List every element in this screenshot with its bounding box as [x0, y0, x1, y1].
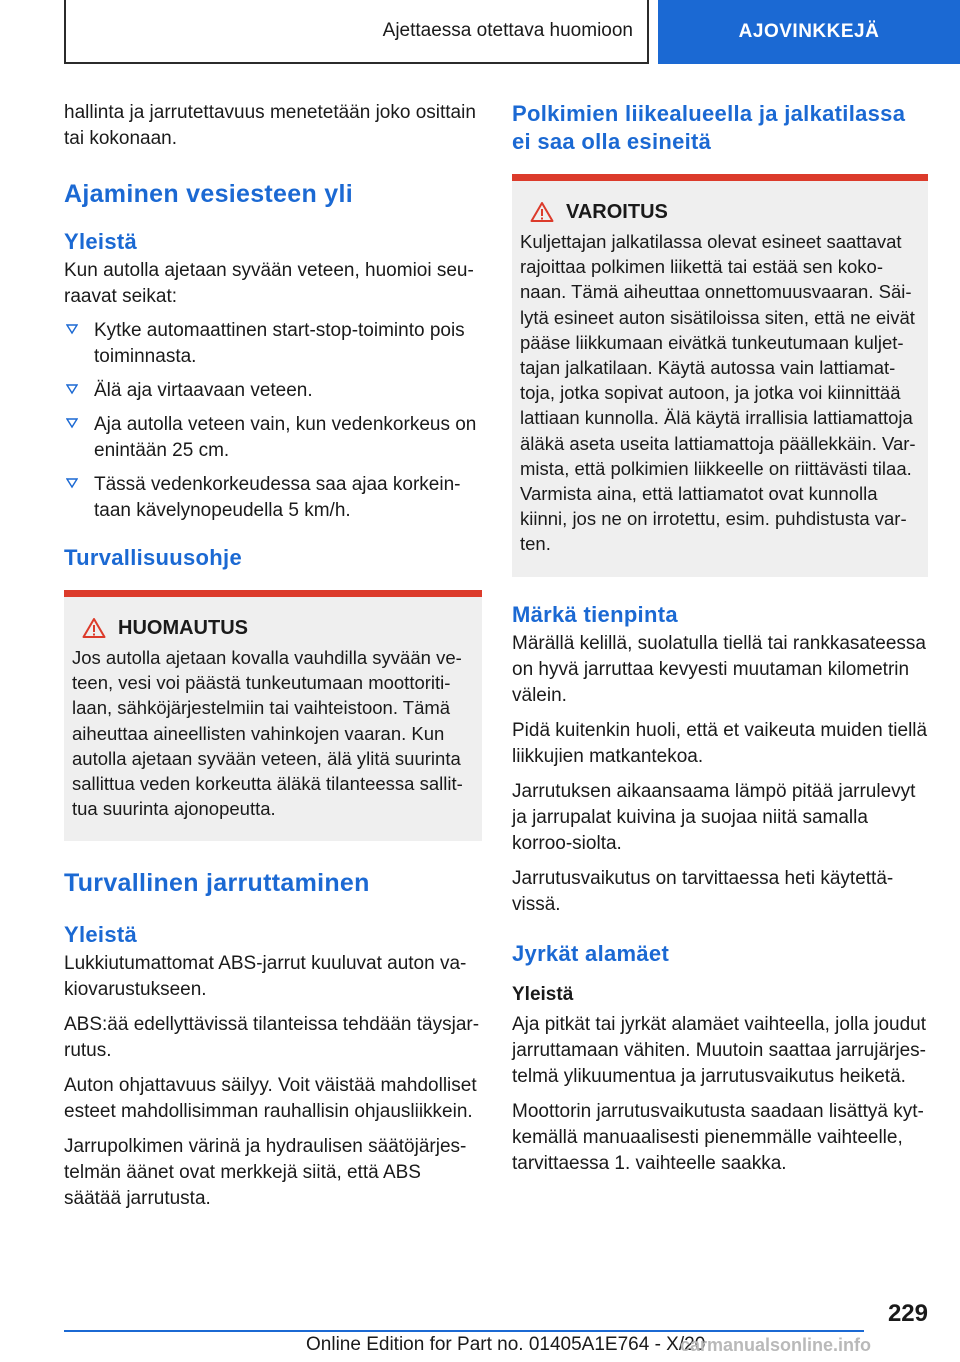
braking-paragraph: Jarrupolkimen värinä ja hydraulisen säätöjärjes-telmän äänet ovat merkkejä siitä, että ABS säätää jarrutusta. [64, 1136, 467, 1210]
header-section-title [64, 0, 649, 64]
section-title: Ajettaessa otettava huomioon [382, 20, 633, 41]
warning-triangle-icon [82, 617, 106, 639]
bullet-text: Aja autolla veteen vain, kun vedenkorkeus on enintään 25 cm. [94, 414, 477, 461]
notice-text: Jos autolla ajetaan kovalla vauhdilla syvään ve-teen, vesi voi päästä tunkeutumaan moottoriti-laan, sähköjärjestelmiin tai vaihteistoon. Tämä aiheuttaa aineellisten vahinkojen vaaran. Kun autolla ajetaan syvään veteen, älä ylitä suurinta sallittua veden korkeutta äläkä tilanteessa sallit-tua suurinta ajonopeutta. [72, 647, 463, 820]
braking-paragraph: Auton ohjattavuus säilyy. Voit väistää mahdolliset esteet mahdollisimman rauhallisin ohjausliikkein. [64, 1075, 477, 1123]
heading-safe-braking: Turvallinen jarruttaminen [64, 869, 370, 898]
braking-paragraph: ABS:ää edellyttävissä tilanteissa tehdään täysjar-rutus. [64, 1014, 480, 1062]
slopes-paragraph: Aja pitkät tai jyrkät alamäet vaihteella, jolla joudut jarruttamaan vähiten. Muutoin saattaa jarrujärjes-telmä ylikuumentua ja jarrutusvaikutus heiketä. [512, 1013, 927, 1087]
bullet-text: Älä aja virtaavaan veteen. [94, 380, 313, 401]
triangle-bullet-icon [66, 323, 78, 335]
heading-wet-road: Märkä tienpinta [512, 601, 678, 627]
warning-title-row [530, 199, 920, 225]
notice-title-row [82, 615, 474, 641]
wet-paragraph: Jarrutusvaikutus on tarvittaessa heti käytettä-vissä. [512, 867, 894, 915]
notice-box [64, 590, 482, 841]
chapter-tab-label: AJOVINKKEJÄ [738, 21, 880, 42]
intro-paragraph: hallinta ja jarrutettavuus menetetään joko osittain tai kokonaan. [64, 102, 476, 149]
heading-general: Yleistä [64, 229, 138, 254]
water-bullet-list [64, 318, 482, 524]
list-item [64, 318, 482, 370]
wet-paragraph: Pidä kuitenkin huoli, että et vaikeuta muiden tiellä liikkujien matkantekoa. [512, 719, 928, 767]
right-column [512, 100, 928, 1186]
warning-box [512, 174, 928, 577]
list-item [64, 472, 482, 524]
heading-general-2: Yleistä [64, 922, 138, 948]
bullet-text: Kytke automaattinen start-stop-toiminto pois toiminnasta. [94, 320, 465, 367]
water-intro: Kun autolla ajetaan syvään veteen, huomioi seu-raavat seikat: [64, 260, 474, 307]
notice-title: HUOMAUTUS [118, 617, 248, 639]
slopes-paragraph: Moottorin jarrutusvaikutusta saadaan lisättyä kyt-kemällä manuaalisesti pienemmälle vaihteelle, tarvittaessa 1. vaihteelle saakka. [512, 1100, 924, 1174]
chapter-tab[interactable] [658, 0, 960, 64]
triangle-bullet-icon [66, 417, 78, 429]
heading-pedals: Polkimien liikealueella ja jalkatilassa ei saa olla esineitä [512, 101, 906, 154]
left-column [64, 100, 482, 1221]
footer-divider [64, 1330, 864, 1332]
list-item [64, 412, 482, 464]
bullet-text: Tässä vedenkorkeudessa saa ajaa korkein-taan kävelynopeudella 5 km/h. [94, 474, 461, 521]
heading-water-crossing: Ajaminen vesiesteen yli [64, 180, 353, 208]
wet-paragraph: Jarrutuksen aikaansaama lämpö pitää jarrulevyt ja jarrupalat kuivina ja suojaa niitä samalla korroo-siolta. [512, 780, 916, 854]
edition-text: Online Edition for Part no. 01405A1E764 - X/20 [306, 1334, 706, 1355]
heading-steep-slopes: Jyrkät alamäet [512, 940, 670, 966]
braking-paragraph: Lukkiutumattomat ABS-jarrut kuuluvat auton va-kiovarustukseen. [64, 953, 467, 1001]
watermark: carmanualsonline.info [680, 1335, 872, 1355]
triangle-bullet-icon [66, 383, 78, 395]
triangle-bullet-icon [66, 477, 78, 489]
page-number: 229 [887, 1300, 928, 1327]
heading-safety-note: Turvallisuusohje [64, 545, 242, 570]
warning-title: VAROITUS [566, 201, 668, 223]
warning-text: Kuljettajan jalkatilassa olevat esineet saattavat rajoittaa polkimen liikettä tai estää sen koko-naan. Tämä aiheuttaa onnettomuusvaaran. Säi-lytä esineet auton sisätiloissa siten, että ne eivät pääse liikkumaan eivätkä tunkeutumaan kuljet-tajan jalkatilaan. Käytä autossa vain lattiamat-toja, jotka sopivat autoon, ja jotka voi kiinnittää lattiaan kunnolla. Älä käytä irrallisia lattiamattoja äläkä aseta useita lattiamattoja päällekkäin. Var-mista, että polkimien liikkeelle on riittävästi tilaa. Varmista aina, että lattiamatot ovat kunnolla kiinni, jos ne on irrotettu, esim. puhdistusta var-ten. [520, 231, 916, 555]
wet-paragraph: Märällä kelillä, suolatulla tiellä tai rankkasateessa on hyvä jarruttaa kevyesti muutaman kilometrin välein. [512, 632, 926, 706]
list-item [64, 378, 482, 404]
heading-general-3: Yleistä [512, 983, 574, 1005]
warning-triangle-icon [530, 201, 554, 223]
